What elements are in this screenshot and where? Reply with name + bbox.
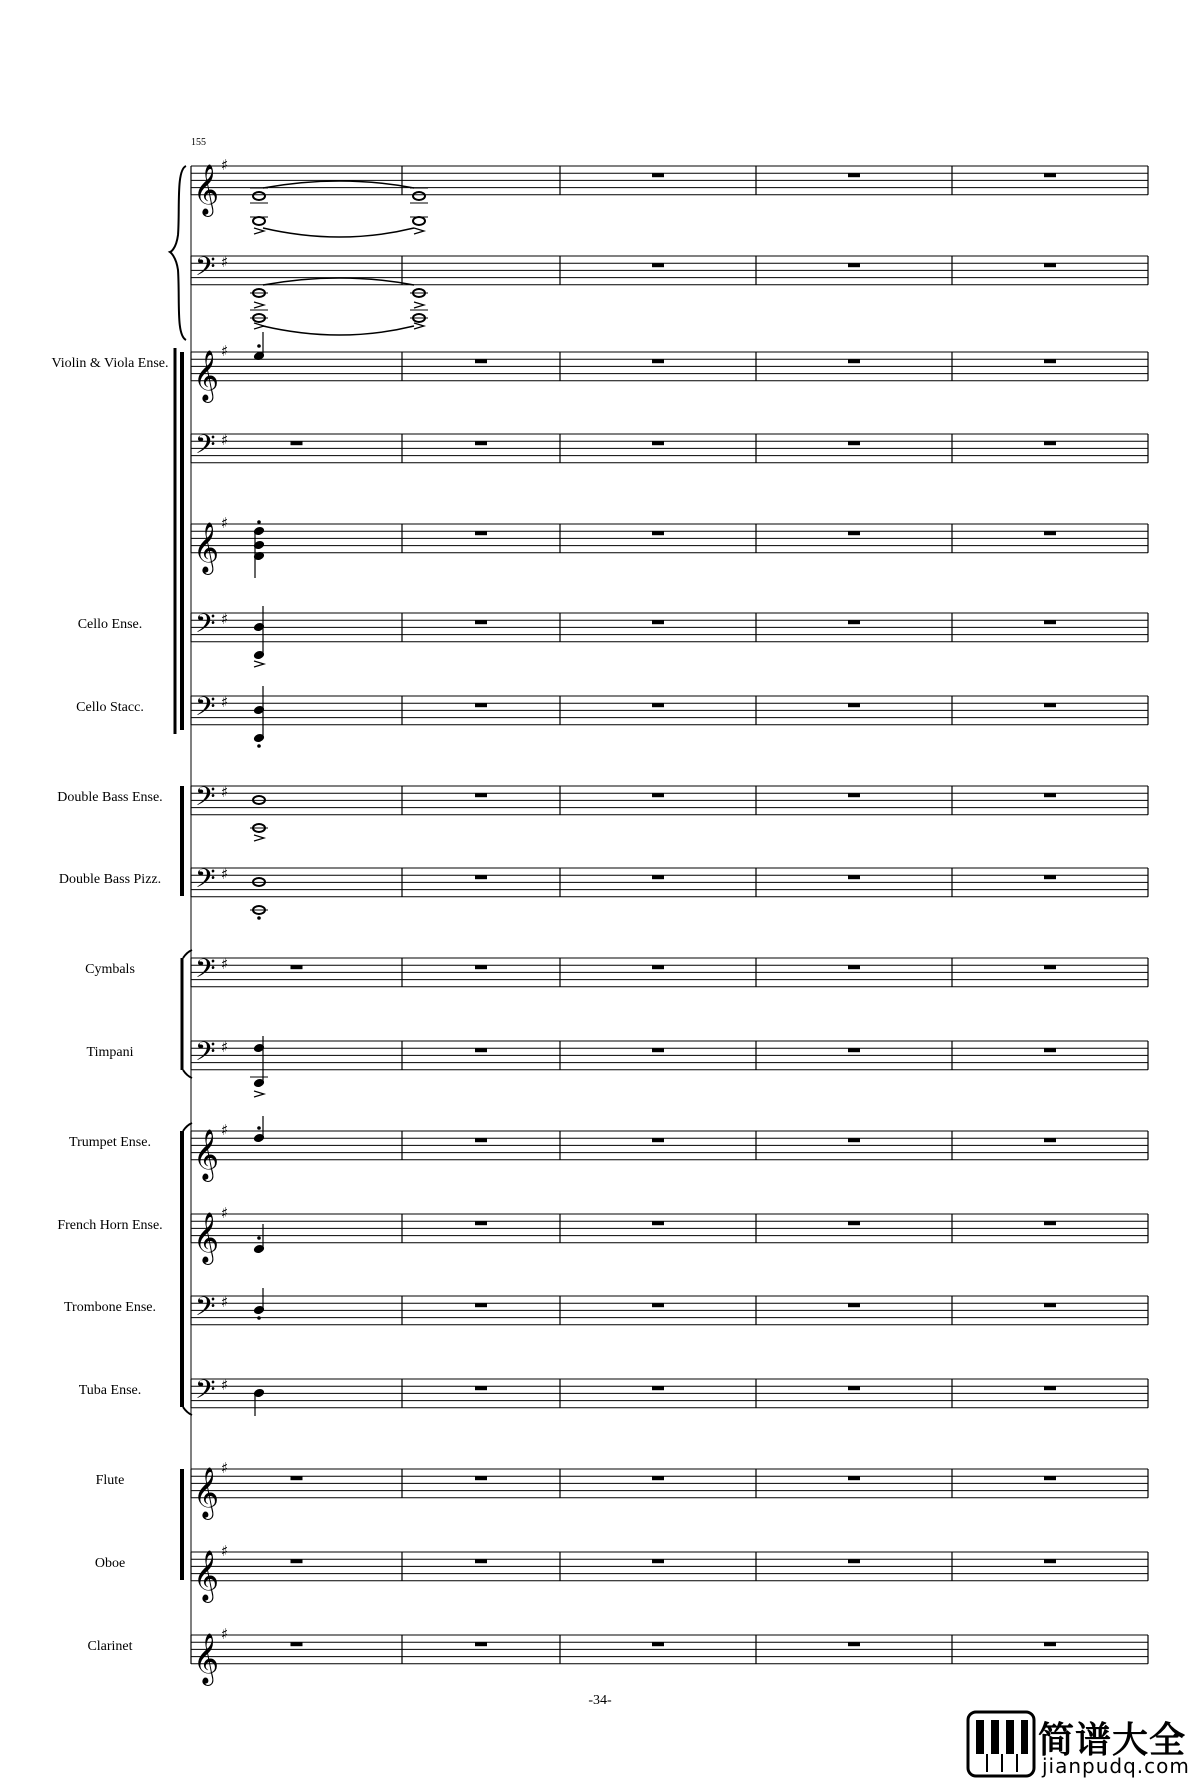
staff-2 — [191, 342, 1148, 403]
whole-note — [413, 192, 425, 200]
whole-rest — [1044, 965, 1056, 969]
whole-rest — [1044, 173, 1056, 177]
whole-rest — [1044, 1048, 1056, 1052]
tie — [263, 278, 414, 285]
instrument-label: Trumpet Ense. — [69, 1135, 151, 1150]
whole-rest — [475, 1303, 487, 1307]
staff-16 — [191, 1542, 1148, 1603]
staff-1 — [191, 251, 1148, 289]
whole-rest — [1044, 1303, 1056, 1307]
bass-clef-icon: 𝄢 — [195, 250, 216, 289]
whole-rest — [1044, 531, 1056, 535]
key-signature-sharp-icon: ♯ — [221, 1625, 229, 1643]
key-signature-sharp-icon: ♯ — [221, 1204, 229, 1222]
whole-rest — [848, 359, 860, 363]
staff-14 — [191, 1374, 1148, 1412]
staff-8 — [191, 863, 1148, 901]
whole-rest — [1044, 1559, 1056, 1563]
treble-clef-icon: 𝄞 — [193, 1128, 220, 1180]
key-signature-sharp-icon: ♯ — [221, 1293, 229, 1312]
whole-rest — [475, 531, 487, 535]
whole-rest — [848, 531, 860, 535]
whole-rest — [652, 359, 664, 363]
whole-rest — [848, 1642, 860, 1646]
staff-0 — [191, 156, 1148, 217]
staff-5 — [191, 608, 1148, 646]
whole-rest — [848, 793, 860, 797]
whole-rest — [652, 1221, 664, 1225]
staff-6 — [191, 691, 1148, 729]
whole-rest — [652, 1048, 664, 1052]
bass-clef-icon: 𝄢 — [195, 1373, 216, 1412]
key-signature-sharp-icon: ♯ — [221, 1542, 229, 1560]
whole-rest — [652, 173, 664, 177]
whole-rest — [291, 1559, 303, 1563]
whole-rest — [652, 703, 664, 707]
piano-keys-icon — [966, 1710, 1036, 1778]
staff-4 — [191, 514, 1148, 575]
whole-rest — [475, 441, 487, 445]
whole-rest — [848, 173, 860, 177]
whole-rest — [652, 1559, 664, 1563]
whole-rest — [475, 965, 487, 969]
instrument-label: Double Bass Pizz. — [58, 872, 162, 887]
staccato-dot — [257, 520, 261, 524]
staccato-dot — [257, 1316, 261, 1320]
watermark-logo — [966, 1710, 1194, 1780]
key-signature-sharp-icon: ♯ — [221, 342, 229, 360]
key-signature-sharp-icon: ♯ — [221, 253, 229, 272]
whole-rest — [848, 441, 860, 445]
staff-7 — [191, 781, 1148, 819]
tie — [263, 181, 414, 188]
whole-rest — [1044, 875, 1056, 879]
key-signature-sharp-icon: ♯ — [221, 955, 229, 974]
whole-rest — [652, 965, 664, 969]
staff-13 — [191, 1291, 1148, 1329]
whole-rest — [1044, 1642, 1056, 1646]
whole-rest — [475, 1221, 487, 1225]
key-signature-sharp-icon: ♯ — [221, 865, 229, 884]
whole-rest — [652, 1386, 664, 1390]
staccato-dot — [257, 1126, 261, 1130]
whole-rest — [291, 1642, 303, 1646]
bass-clef-icon: 𝄢 — [195, 1290, 216, 1329]
key-signature-sharp-icon: ♯ — [221, 610, 229, 629]
bass-clef-icon: 𝄢 — [195, 952, 216, 991]
whole-rest — [848, 1048, 860, 1052]
key-signature-sharp-icon: ♯ — [221, 431, 229, 450]
whole-rest — [475, 793, 487, 797]
whole-rest — [652, 1303, 664, 1307]
whole-rest — [848, 703, 860, 707]
instrument-label: Cello Ense. — [77, 617, 143, 632]
treble-clef-icon: 𝄞 — [193, 521, 220, 573]
instrument-label: Violin & Viola Ense. — [51, 356, 169, 371]
measure-number: 155 — [191, 137, 206, 148]
whole-rest — [475, 1048, 487, 1052]
whole-rest — [475, 875, 487, 879]
whole-rest — [1044, 703, 1056, 707]
whole-rest — [848, 1138, 860, 1142]
instrument-label: Flute — [95, 1473, 125, 1488]
treble-clef-icon: 𝄞 — [193, 1632, 220, 1684]
whole-rest — [848, 875, 860, 879]
staff-17 — [191, 1625, 1148, 1686]
whole-rest — [475, 703, 487, 707]
whole-rest — [475, 1559, 487, 1563]
key-signature-sharp-icon: ♯ — [221, 1121, 229, 1139]
key-signature-sharp-icon: ♯ — [221, 783, 229, 802]
staccato-dot — [257, 1236, 261, 1240]
staccato-dot — [257, 744, 261, 748]
whole-rest — [1044, 441, 1056, 445]
instrument-label: Clarinet — [87, 1639, 133, 1654]
accent-mark — [254, 302, 264, 308]
whole-rest — [291, 965, 303, 969]
accent-mark — [254, 1091, 264, 1097]
whole-rest — [848, 1386, 860, 1390]
accent-mark — [254, 835, 264, 841]
key-signature-sharp-icon: ♯ — [221, 1459, 229, 1477]
whole-rest — [652, 531, 664, 535]
whole-rest — [848, 1221, 860, 1225]
whole-rest — [291, 441, 303, 445]
instrument-label: Timpani — [86, 1045, 134, 1060]
bass-clef-icon: 𝄢 — [195, 862, 216, 901]
whole-rest — [475, 359, 487, 363]
staccato-dot — [257, 344, 261, 348]
whole-rest — [291, 1476, 303, 1480]
whole-rest — [848, 1303, 860, 1307]
staff-15 — [191, 1459, 1148, 1520]
system-brackets — [170, 166, 192, 1664]
whole-rest — [475, 1138, 487, 1142]
whole-rest — [652, 1476, 664, 1480]
treble-clef-icon: 𝄞 — [193, 1466, 220, 1518]
instrument-label: Tuba Ense. — [78, 1383, 142, 1398]
whole-rest — [652, 441, 664, 445]
whole-note — [253, 192, 265, 200]
key-signature-sharp-icon: ♯ — [221, 156, 229, 174]
staff-11 — [191, 1121, 1148, 1182]
whole-rest — [475, 1476, 487, 1480]
bass-clef-icon: 𝄢 — [195, 428, 216, 467]
staccato-dot — [257, 916, 261, 920]
instrument-label: Double Bass Ense. — [57, 790, 163, 805]
treble-clef-icon: 𝄞 — [193, 1211, 220, 1263]
bass-clef-icon: 𝄢 — [195, 780, 216, 819]
bass-clef-icon: 𝄢 — [195, 607, 216, 646]
key-signature-sharp-icon: ♯ — [221, 1038, 229, 1057]
watermark-url-text: jianpudq.com — [1042, 1754, 1190, 1778]
accent-mark — [414, 302, 424, 308]
treble-clef-icon: 𝄞 — [193, 1549, 220, 1601]
whole-rest — [475, 1386, 487, 1390]
tie — [263, 326, 414, 335]
staff-9 — [191, 953, 1148, 991]
whole-rest — [848, 1559, 860, 1563]
instrument-label: French Horn Ense. — [57, 1218, 163, 1233]
whole-note — [413, 217, 425, 225]
page-number: -34- — [588, 1693, 612, 1708]
whole-rest — [475, 620, 487, 624]
whole-rest — [652, 793, 664, 797]
instrument-label: Trombone Ense. — [63, 1300, 157, 1315]
whole-rest — [848, 965, 860, 969]
whole-rest — [652, 263, 664, 267]
whole-rest — [1044, 793, 1056, 797]
accent-mark — [254, 323, 264, 329]
whole-rest — [652, 620, 664, 624]
whole-rest — [848, 263, 860, 267]
accent-mark — [414, 228, 424, 234]
whole-rest — [475, 1642, 487, 1646]
staff-10 — [191, 1036, 1148, 1074]
accent-mark — [254, 228, 264, 234]
whole-rest — [652, 1138, 664, 1142]
treble-clef-icon: 𝄞 — [193, 349, 220, 401]
tie — [263, 228, 414, 237]
bass-clef-icon: 𝄢 — [195, 1035, 216, 1074]
whole-rest — [1044, 1221, 1056, 1225]
whole-rest — [848, 1476, 860, 1480]
section-bracket — [180, 352, 184, 730]
key-signature-sharp-icon: ♯ — [221, 514, 229, 532]
instrument-label: Cymbals — [85, 962, 135, 977]
staff-12 — [191, 1204, 1148, 1265]
bass-clef-icon: 𝄢 — [195, 690, 216, 729]
accent-mark — [414, 323, 424, 329]
whole-rest — [848, 620, 860, 624]
treble-clef-icon: 𝄞 — [193, 163, 220, 215]
instrument-label: Oboe — [94, 1556, 126, 1571]
accent-mark — [254, 661, 264, 667]
whole-rest — [1044, 359, 1056, 363]
key-signature-sharp-icon: ♯ — [221, 693, 229, 712]
whole-rest — [1044, 263, 1056, 267]
grand-staff-brace — [170, 166, 186, 340]
whole-rest — [1044, 1138, 1056, 1142]
whole-rest — [652, 1642, 664, 1646]
whole-rest — [1044, 1476, 1056, 1480]
instrument-label: Cello Stacc. — [76, 700, 144, 715]
key-signature-sharp-icon: ♯ — [221, 1376, 229, 1395]
whole-note — [253, 217, 265, 225]
whole-rest — [1044, 1386, 1056, 1390]
staff-3 — [191, 429, 1148, 467]
whole-rest — [1044, 620, 1056, 624]
watermark-chinese-text: 简谱大全 — [1038, 1720, 1187, 1761]
whole-rest — [652, 875, 664, 879]
